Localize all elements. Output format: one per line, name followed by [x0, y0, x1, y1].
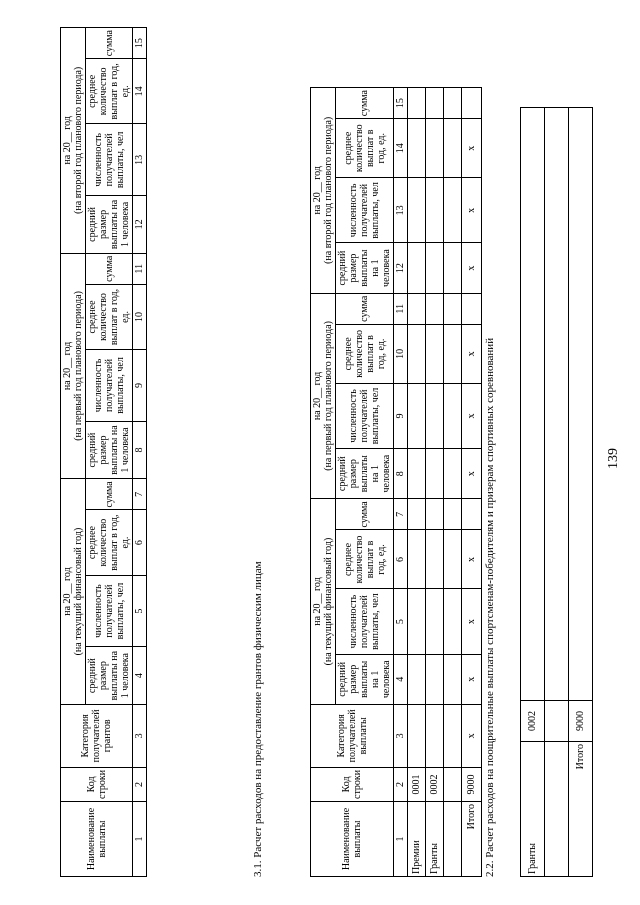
s31-sub-avg-size: средний размер выплаты на 1 человека [86, 421, 133, 478]
s22-period-second: на 20__ год (на второй год планового периода) [311, 88, 336, 294]
table-row-total: Итого 9000 x x x x x x x x x x [462, 88, 482, 877]
s31-period-first: на 20__ год (на первый год планового периода) [61, 253, 86, 479]
s22-period-first: на 20__ год (на первый год планового периода) [311, 293, 336, 499]
s22-sub-avg-size: средний размер выплаты на 1 человека [336, 449, 394, 499]
page-number: 139 [606, 448, 621, 469]
s31-sub-count: численность получателей выплаты, чел [86, 350, 133, 422]
section-2-2-title: 2.2. Расчет расходов на поощрительные выплаты спортсменам-победителям и призерам спортивных соревнований [484, 337, 496, 877]
s22-sub-sum: сумма [336, 88, 394, 119]
s31-period-second: на 20__ год (на второй год планового периода) [61, 28, 86, 254]
s31-sub-avg-qty: среднее количество выплат в год, ед. [86, 59, 133, 124]
top-row-name: Гранты [521, 742, 545, 877]
s22-number-row: 1 2 3 4 5 6 7 8 9 10 11 12 13 14 15 [394, 88, 408, 877]
table-row [444, 88, 462, 877]
s31-sub-count: численность получателей выплаты, чел [86, 575, 133, 647]
s31-col-category: Категория получателей грантов [61, 704, 133, 767]
s22-sub-avg-qty: среднее количество выплат в год, ед. [336, 324, 394, 383]
section-3-1-title: 3.1. Расчет расходов на предоставление грантов физическим лицам [252, 561, 264, 877]
s31-sub-avg-size: средний размер выплаты на 1 человека [86, 196, 133, 253]
section-3-1-table [60, 27, 147, 877]
top-total-label: Итого [569, 742, 593, 877]
s22-period-current: на 20__ год (на текущий финансовый год) [311, 499, 336, 705]
top-table [520, 107, 593, 877]
s31-period-current: на 20__ год (на текущий финансовый год) [61, 479, 86, 705]
s22-sub-avg-size: средний размер выплаты на 1 человека [336, 654, 394, 704]
s22-sub-count: численность получателей выплаты, чел [336, 383, 394, 448]
s22-sub-avg-qty: среднее количество выплат в год, ед. [336, 530, 394, 589]
s31-sub-avg-qty: среднее количество выплат в год, ед. [86, 284, 133, 349]
s22-col-category: Категория получателей выплаты [311, 704, 394, 767]
s22-sub-avg-qty: среднее количество выплат в год, ед. [336, 119, 394, 178]
s22-sub-sum: сумма [336, 499, 394, 530]
s22-sub-sum: сумма [336, 293, 394, 324]
s22-sub-count: численность получателей выплаты, чел [336, 178, 394, 243]
s22-col-code: Код строки [311, 767, 394, 801]
top-row-code: 0002 [521, 701, 545, 742]
s31-sub-sum: сумма [86, 479, 133, 510]
s22-sub-avg-size: средний размер выплаты на 1 человека [336, 243, 394, 293]
table-row: Гранты 0002 [426, 88, 444, 877]
s31-sub-sum: сумма [86, 28, 133, 59]
s31-col-code: Код строки [61, 767, 133, 801]
s31-col-name: Наименование выплаты [61, 802, 133, 877]
s22-col-name: Наименование выплаты [311, 802, 394, 877]
s31-sub-avg-size: средний размер выплаты на 1 человека [86, 647, 133, 704]
s31-sub-sum: сумма [86, 253, 133, 284]
s31-sub-count: численность получателей выплаты, чел [86, 124, 133, 196]
s22-sub-count: численность получателей выплаты, чел [336, 589, 394, 654]
s31-number-row: 1 2 3 4 5 6 7 8 9 10 11 12 13 14 15 [133, 28, 147, 877]
section-2-2-table [310, 87, 482, 877]
s31-sub-avg-qty: среднее количество выплат в год, ед. [86, 510, 133, 575]
top-total-code: 9000 [569, 701, 593, 742]
table-row: Премии 0001 [408, 88, 426, 877]
